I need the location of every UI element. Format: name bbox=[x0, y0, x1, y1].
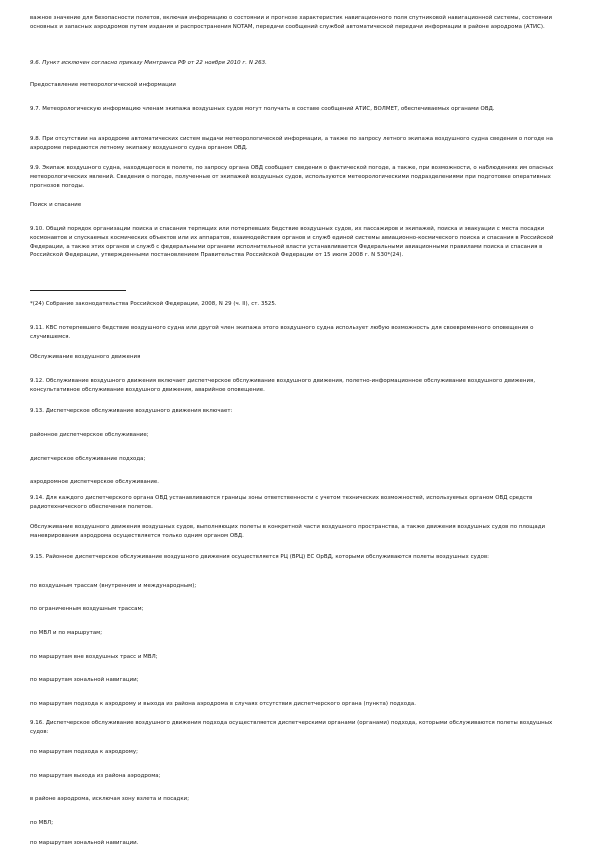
list-item-airways: по воздушным трассам (внутренним и международным); bbox=[30, 583, 197, 589]
list-item-approach-departure-routes: по маршрутам подхода к аэродрому и выхода из района аэродрома в случаях отсутствия диспетчерского органа (пункта) подхода. bbox=[30, 701, 416, 707]
list-item-mvl: по МВЛ; bbox=[30, 820, 54, 826]
list-item-off-airway-routes: по маршрутам вне воздушных трасс и МВЛ; bbox=[30, 654, 158, 660]
paragraph-9-11: 9.11. КВС потерпевшего бедствие воздушного судна или другой член экипажа этого воздушного судна использует любую возможность для своевременного оповещения о случившемся. bbox=[30, 325, 534, 340]
heading-meteo-info: Предоставление метеорологической информации bbox=[30, 82, 176, 88]
paragraph-9-15: 9.15. Районное диспетчерское обслуживание воздушного движения осуществляется РЦ (ВРЦ) ЕС ОрВД, которыми обслуживаются полеты воздушных судов: bbox=[30, 554, 490, 560]
heading-ats: Обслуживание воздушного движения bbox=[30, 354, 141, 360]
paragraph-9-9: 9.9. Экипаж воздушного судна, находящегося в полете, по запросу органа ОВД сообщает сведения о фактической погоде, а также, при возможности, о наблюдениях им опасных метеорологических явлений. Сведения о погоде, полученные от экипажей воздушных судов, используются метеорологическими подразделениями при подготовке оперативных прогнозов погоды. bbox=[30, 165, 554, 189]
list-item-aerodrome-control: аэродромное диспетчерское обслуживание. bbox=[30, 479, 160, 485]
list-item-rnav: по маршрутам зональной навигации. bbox=[30, 840, 139, 846]
paragraph-continuation: важное значение для безопасности полетов, включая информацию о состоянии и прогнозе характеристик навигационного поля спутниковой навигационной системы, состоянии основных и запасных аэродромов путем издания и распространения NOTAM, передачи сообщений службой автоматической передачи информации в районе аэродрома (АТИС). bbox=[30, 15, 553, 30]
paragraph-9-7: 9.7. Метеорологическую информацию членам экипажа воздушных судов могут получать в составе сообщений АТИС, ВОЛМЕТ, обеспечиваемых органами ОВД. bbox=[30, 106, 495, 112]
list-item-restricted-airways: по ограниченным воздушным трассам; bbox=[30, 606, 144, 612]
paragraph-9-12: 9.12. Обслуживание воздушного движения включает диспетчерское обслуживание воздушного движения, полетно-информационное обслуживание воздушного движения, консультативное обслуживание воздушного движения, аварийное оповещение. bbox=[30, 378, 536, 393]
list-item-mvl-routes: по МВЛ и по маршрутам; bbox=[30, 630, 103, 636]
paragraph-9-10: 9.10. Общий порядок организации поиска и спасания терпящих или потерпевших бедствие воздушных судов, их пассажиров и экипажей, поиска и эвакуации с места посадки космонавтов и спускаемых космических объектов или их аппаратов, взаимодействия органов и служб единой системы авиационно-космического поиска и спасания в Российской Федерации, а также этих органов и служб с федеральными органами исполнительной власти устанавливается Федеральными авиационными правилами поиска и спасания в Российской Федерации, утвержденными постановлением Правительства Российской Федерации от 15 июля 2008 г. N 530*(24). bbox=[30, 226, 554, 259]
footnote-separator bbox=[30, 290, 126, 291]
footnote-24: *(24) Собрание законодательства Российской Федерации, 2008, N 29 (ч. II), ст. 3525. bbox=[30, 301, 277, 307]
paragraph-9-6-excluded: 9.6. Пункт исключен согласно приказу Минтранса РФ от 22 ноября 2010 г. N 263. bbox=[30, 60, 267, 66]
list-item-area-control: районное диспетчерское обслуживание; bbox=[30, 432, 149, 438]
paragraph-9-8: 9.8. При отсутствии на аэродроме автоматических систем выдачи метеорологической информации, а также по запросу летного экипажа воздушного судна сведения о погоде на аэродроме передаются летному экипажу воздушного судна органом ОВД. bbox=[30, 136, 554, 151]
list-item-departure-routes: по маршрутам выхода из района аэродрома; bbox=[30, 773, 161, 779]
heading-search-rescue: Поиск и спасание bbox=[30, 202, 82, 208]
list-item-aerodrome-area: в районе аэродрома, исключая зону взлета и посадки; bbox=[30, 796, 190, 802]
list-item-approach-control: диспетчерское обслуживание подхода; bbox=[30, 456, 146, 462]
list-item-rnav-routes: по маршрутам зональной навигации; bbox=[30, 677, 139, 683]
paragraph-9-14-cont: Обслуживание воздушного движения воздушных судов, выполняющих полеты в конкретной части воздушного пространства, а также движения воздушных судов по площади маневрирования аэродрома осуществляется только одним органом ОВД. bbox=[30, 524, 546, 539]
list-item-approach-routes: по маршрутам подхода к аэродрому; bbox=[30, 749, 138, 755]
paragraph-9-13: 9.13. Диспетчерское обслуживание воздушного движения включает: bbox=[30, 408, 233, 414]
paragraph-9-16: 9.16. Диспетчерское обслуживание воздушного движения подхода осуществляется диспетчерскими органами (органами) подхода, которыми обслуживаются полеты воздушных судов: bbox=[30, 720, 553, 735]
paragraph-9-14: 9.14. Для каждого диспетчерского органа ОВД устанавливаются границы зоны ответственности с учетом технических возможностей, используемых органом ОВД средств радиотехнического обеспечения полетов. bbox=[30, 495, 533, 510]
